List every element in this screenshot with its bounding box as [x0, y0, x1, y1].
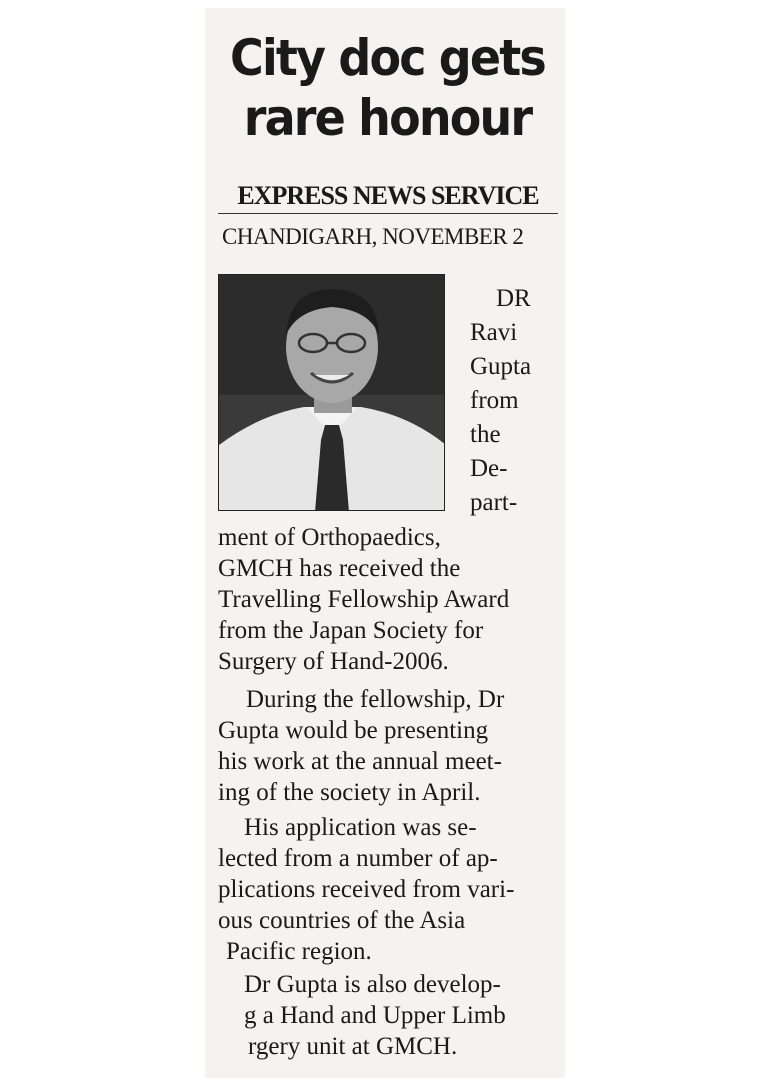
body-line-9: ing of the society in April. [218, 779, 481, 806]
body-line-15: Dr Gupta is also develop- [244, 971, 501, 998]
side-word-6: De- [470, 455, 508, 482]
byline: EXPRESS NEWS SERVICE [237, 181, 539, 210]
body-line-14: Pacific region. [226, 938, 372, 965]
headline-line-2: rare honour [243, 89, 532, 147]
body-line-17: rgery unit at GMCH. [248, 1033, 458, 1060]
body-line-16: g a Hand and Upper Limb [244, 1002, 506, 1029]
body-line-13: ous countries of the Asia [218, 907, 466, 934]
body-line-10: His application was se- [244, 814, 477, 841]
headline [229, 28, 546, 148]
side-word-1: DR [496, 285, 531, 312]
body-line-11: lected from a number of ap- [218, 845, 498, 872]
side-word-5: the [470, 421, 501, 448]
body-line-7: Gupta would be presenting [218, 717, 489, 744]
headline-line-1: City doc gets [230, 29, 545, 87]
side-word-3: Gupta [470, 353, 532, 380]
body-line-1: ment of Orthopaedics, [218, 524, 441, 551]
byline-rule [218, 213, 558, 214]
body-line-8: his work at the annual meet- [218, 748, 502, 775]
side-word-4: from [470, 387, 519, 414]
body-line-12: plications received from vari- [218, 876, 515, 903]
body-line-2: GMCH has received the [218, 555, 461, 582]
side-word-2: Ravi [470, 319, 518, 346]
body-line-5: Surgery of Hand-2006. [218, 648, 449, 675]
side-word-7: part- [470, 489, 518, 516]
dateline: CHANDIGARH, NOVEMBER 2 [222, 224, 524, 249]
body-line-6: During the fellowship, Dr [246, 686, 505, 713]
portrait-photo [218, 274, 445, 511]
body-line-4: from the Japan Society for [218, 617, 484, 644]
portrait-icon [219, 275, 445, 511]
body-line-3: Travelling Fellowship Award [218, 586, 510, 613]
